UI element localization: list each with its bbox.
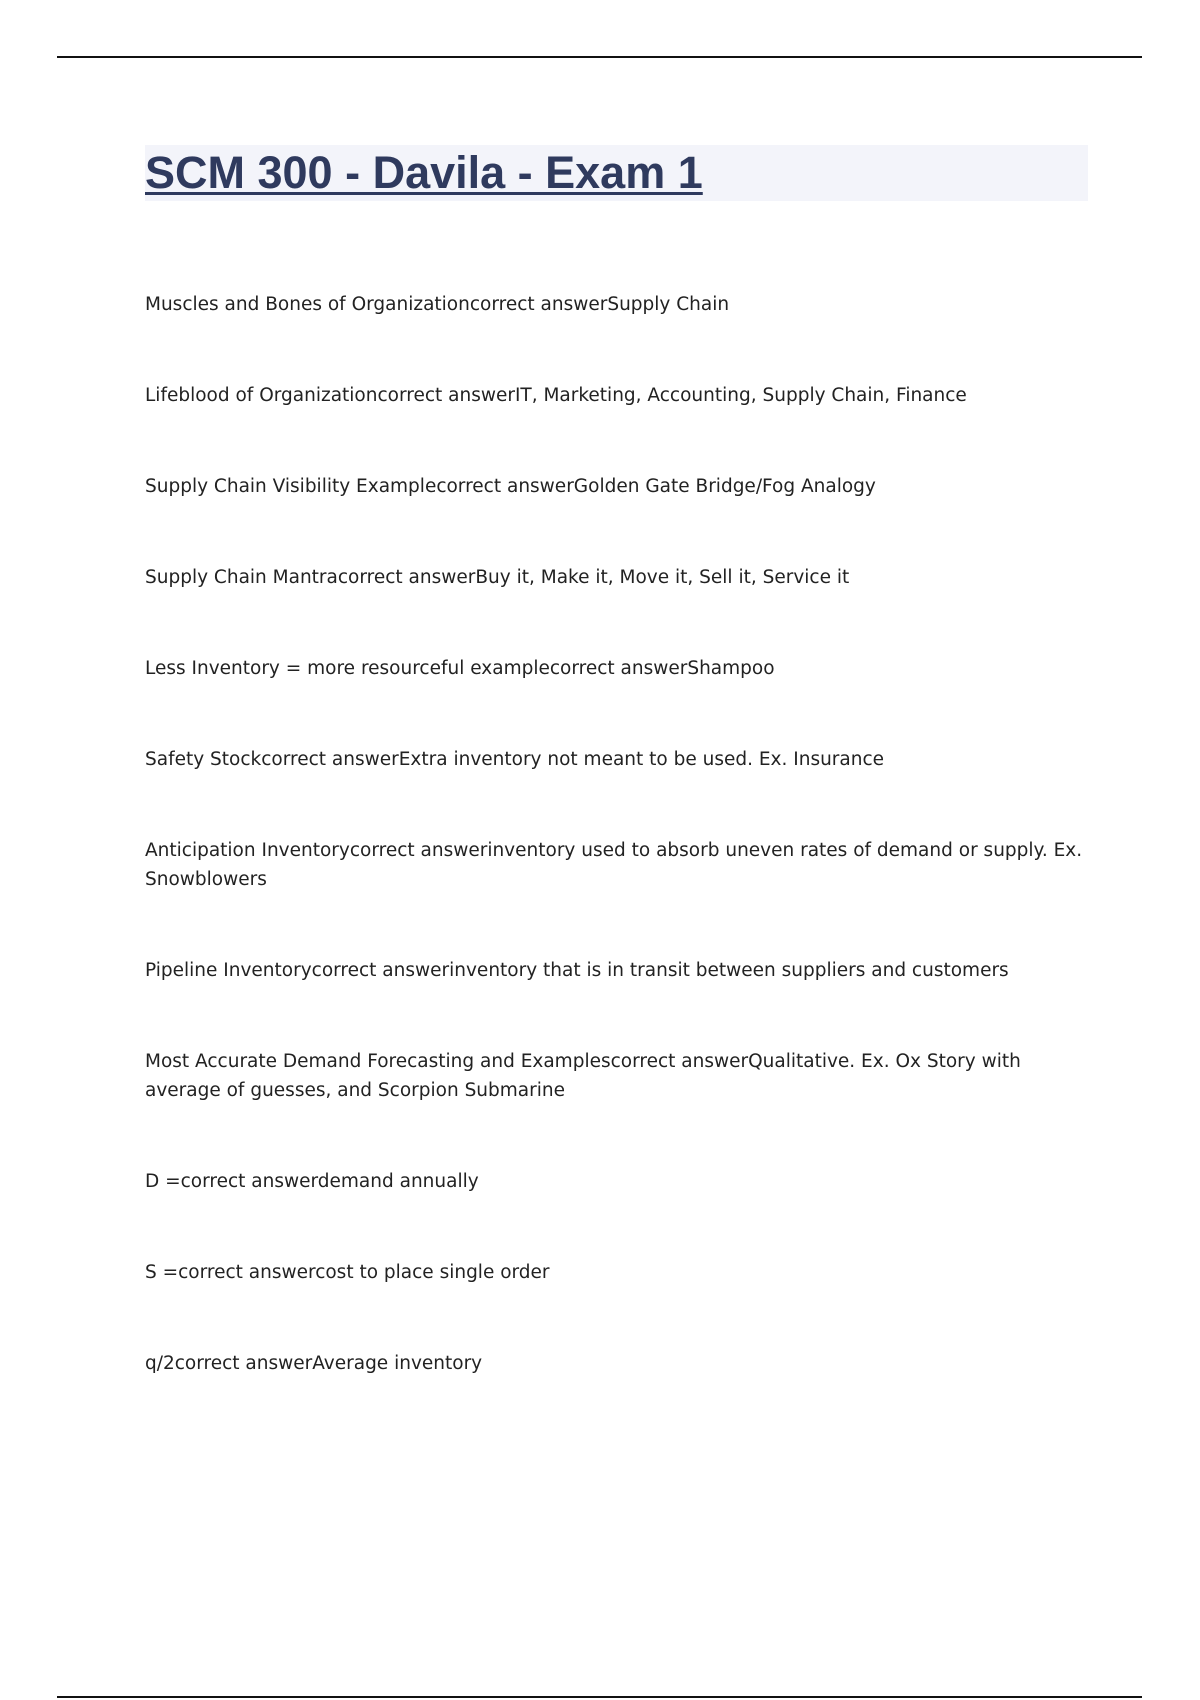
qa-item: Supply Chain Mantracorrect answerBuy it, Make it, Move it, Sell it, Service it xyxy=(145,567,850,588)
document-title: SCM 300 - Davila - Exam 1 xyxy=(145,147,703,198)
qa-item: Supply Chain Visibility Examplecorrect answerGolden Gate Bridge/Fog Analogy xyxy=(145,476,876,497)
qa-item: Less Inventory = more resourceful examplecorrect answerShampoo xyxy=(145,658,775,679)
qa-item: Most Accurate Demand Forecasting and Examplescorrect answerQualitative. Ex. Ox Story with average of guesses, and Scorpion Submarine xyxy=(145,1051,1021,1101)
qa-item: Lifeblood of Organizationcorrect answerIT, Marketing, Accounting, Supply Chain, Finance xyxy=(145,385,967,406)
top-rule xyxy=(57,56,1142,58)
qa-item: Safety Stockcorrect answerExtra inventory not meant to be used. Ex. Insurance xyxy=(145,749,885,770)
qa-item: Muscles and Bones of Organizationcorrect answerSupply Chain xyxy=(145,294,730,315)
qa-item: Pipeline Inventorycorrect answerinventory that is in transit between suppliers and customers xyxy=(145,960,1009,981)
qa-item: D =correct answerdemand annually xyxy=(145,1171,479,1192)
qa-item: S =correct answercost to place single order xyxy=(145,1262,550,1283)
qa-list xyxy=(145,290,1090,1440)
qa-item: Anticipation Inventorycorrect answerinventory used to absorb uneven rates of demand or supply. Ex. Snowblowers xyxy=(145,840,1083,890)
qa-item: q/2correct answerAverage inventory xyxy=(145,1353,483,1374)
bottom-rule xyxy=(57,1696,1142,1698)
